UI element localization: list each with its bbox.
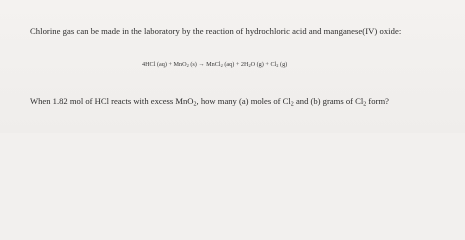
equation-cl2-state: (g) [280, 61, 288, 68]
question-part-2: , how many (a) moles of Cl [196, 96, 291, 106]
problem-intro-text: Chlorine gas can be made in the laboratory by the reaction of hydrochloric acid and manganese(IV) oxide: [30, 26, 402, 36]
question-part-4: form? [366, 96, 389, 106]
equation-h2o-oxygen: O [250, 61, 256, 68]
equation-mncl2-state: (aq) [224, 61, 235, 68]
question-subscript-1: 2 [193, 101, 197, 108]
equation-h2o [241, 61, 255, 68]
question-subscript-2: 2 [290, 101, 294, 108]
equation-h2o-state: (g) [256, 61, 264, 68]
equation-h2o-formula: 2H [240, 61, 249, 68]
question-subscript-3: 2 [363, 101, 367, 108]
equation-plus: + [235, 61, 240, 68]
equation-mno2-formula: MnO [173, 61, 187, 68]
question-part-1: When 1.82 mol of HCl reacts with excess MnO [30, 96, 194, 106]
equation-mno2 [174, 61, 189, 68]
equation-hcl-state: (aq) [156, 61, 167, 68]
equation-mno2-state: (s) [190, 61, 197, 68]
equation-cl2-subscript: 2 [276, 63, 279, 69]
equation-hcl: 4HCl [142, 61, 156, 68]
equation-mncl2-subscript: 2 [220, 63, 223, 69]
equation-cl2 [270, 61, 278, 68]
question-part-3: and (b) grams of Cl [293, 96, 364, 106]
equation-cl2-formula: Cl [270, 61, 277, 68]
equation-mncl2 [206, 61, 223, 68]
equation-plus: + [168, 61, 172, 68]
problem-question-text [30, 96, 389, 108]
equation-mncl2-formula: MnCl [206, 61, 221, 68]
equation-plus: + [265, 61, 269, 68]
equation-arrow: → [198, 61, 205, 68]
equation-mno2-subscript: 2 [186, 63, 189, 69]
chemical-equation [142, 61, 287, 68]
equation-h2o-subscript: 2 [248, 63, 251, 69]
